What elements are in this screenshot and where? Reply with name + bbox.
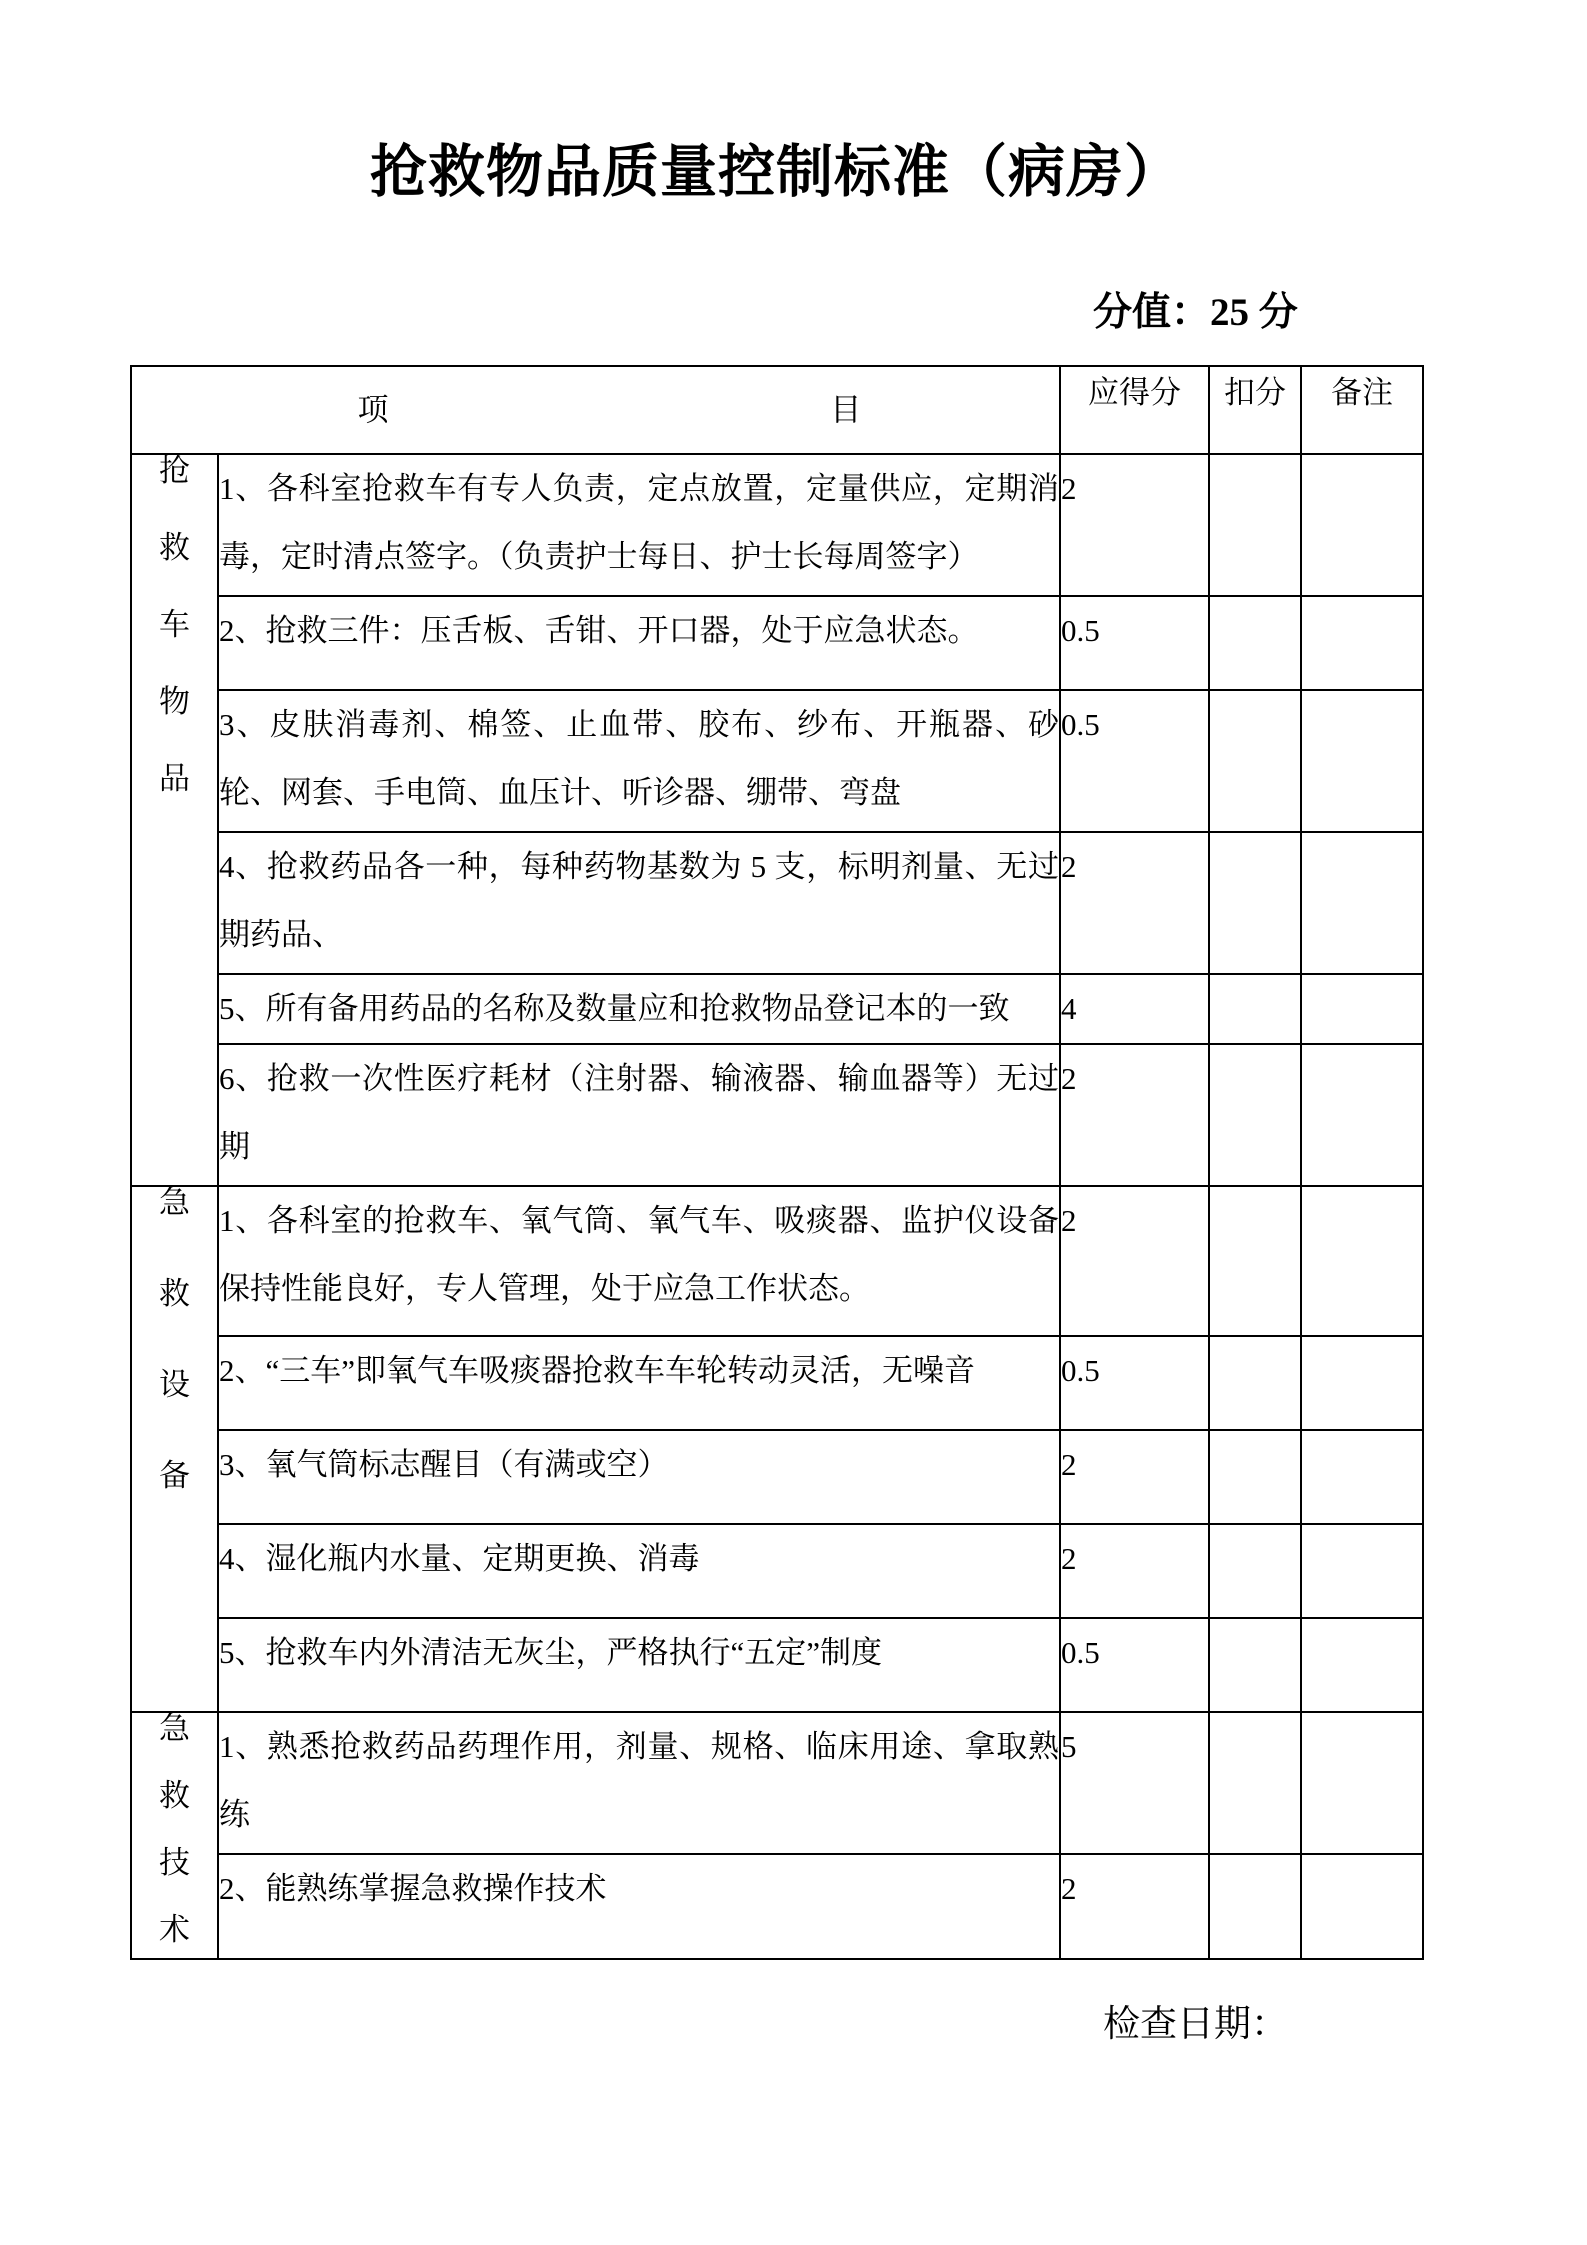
remarks-cell — [1301, 1430, 1423, 1524]
score-cell: 2 — [1060, 1854, 1209, 1959]
remarks-cell — [1301, 832, 1423, 974]
remarks-cell — [1301, 1712, 1423, 1854]
score-cell: 2 — [1060, 832, 1209, 974]
item-cell: 1、各科室的抢救车、氧气筒、氧气车、吸痰器、监护仪设备保持性能良好，专人管理，处于应急工作状态。 — [218, 1186, 1060, 1336]
item-cell: 4、抢救药品各一种，每种药物基数为 5 支，标明剂量、无过期药品、 — [218, 832, 1060, 974]
header-remarks: 备注 — [1301, 366, 1423, 454]
table-row — [131, 832, 1423, 974]
category-char: 技 — [159, 1845, 190, 1880]
deduction-cell — [1209, 596, 1301, 690]
category-char: 急 — [159, 1185, 190, 1220]
item-cell: 2、抢救三件：压舌板、舌钳、开口器，处于应急状态。 — [218, 596, 1060, 690]
item-cell: 4、湿化瓶内水量、定期更换、消毒 — [218, 1524, 1060, 1618]
category-char: 急 — [159, 1711, 190, 1746]
deduction-cell — [1209, 454, 1301, 596]
remarks-cell — [1301, 596, 1423, 690]
header-score: 应得分 — [1060, 366, 1209, 454]
table-row — [131, 1186, 1423, 1336]
table-row — [131, 1524, 1423, 1618]
remarks-cell — [1301, 454, 1423, 596]
item-cell: 3、氧气筒标志醒目（有满或空） — [218, 1430, 1060, 1524]
category-char: 抢 — [159, 453, 190, 488]
item-cell: 5、所有备用药品的名称及数量应和抢救物品登记本的一致 — [218, 974, 1060, 1044]
table-header-row — [131, 366, 1423, 454]
deduction-cell — [1209, 1430, 1301, 1524]
score-cell: 2 — [1060, 1044, 1209, 1186]
table-row — [131, 1336, 1423, 1430]
deduction-cell — [1209, 1524, 1301, 1618]
remarks-cell — [1301, 1618, 1423, 1712]
score-cell: 0.5 — [1060, 1336, 1209, 1430]
remarks-cell — [1301, 690, 1423, 832]
remarks-cell — [1301, 1044, 1423, 1186]
table-row — [131, 1854, 1423, 1959]
category-char: 设 — [159, 1367, 190, 1402]
page-title: 抢救物品质量控制标准（病房） — [370, 141, 1182, 204]
remarks-cell — [1301, 1336, 1423, 1430]
table-row — [131, 974, 1423, 1044]
score-cell: 2 — [1060, 454, 1209, 596]
category-char: 救 — [159, 530, 190, 565]
score-cell: 0.5 — [1060, 690, 1209, 832]
header-item-left: 项 — [357, 392, 389, 428]
item-cell: 1、各科室抢救车有专人负责，定点放置，定量供应，定期消毒，定时清点签字。（负责护士每日、护士长每周签字） — [218, 454, 1060, 596]
remarks-cell — [1301, 974, 1423, 1044]
category-cell-first-aid-skills — [131, 1712, 218, 1959]
category-char: 救 — [159, 1778, 190, 1813]
deduction-cell — [1209, 1618, 1301, 1712]
item-cell: 2、能熟练掌握急救操作技术 — [218, 1854, 1060, 1959]
score-cell: 5 — [1060, 1712, 1209, 1854]
table-row — [131, 1712, 1423, 1854]
category-char: 备 — [159, 1458, 190, 1493]
header-item-right: 目 — [830, 392, 862, 428]
deduction-cell — [1209, 832, 1301, 974]
category-char: 物 — [159, 684, 190, 719]
score-cell: 4 — [1060, 974, 1209, 1044]
category-char: 救 — [159, 1276, 190, 1311]
category-cell-emergency-equipment — [131, 1186, 218, 1712]
score-note: 分值：25 分 — [1093, 291, 1298, 334]
deduction-cell — [1209, 974, 1301, 1044]
item-cell: 6、抢救一次性医疗耗材（注射器、输液器、输血器等）无过期 — [218, 1044, 1060, 1186]
header-deduction: 扣分 — [1209, 366, 1301, 454]
deduction-cell — [1209, 1854, 1301, 1959]
table-row — [131, 454, 1423, 596]
table-row — [131, 1430, 1423, 1524]
deduction-cell — [1209, 1186, 1301, 1336]
remarks-cell — [1301, 1186, 1423, 1336]
table-row — [131, 596, 1423, 690]
score-cell: 0.5 — [1060, 596, 1209, 690]
category-char: 术 — [159, 1912, 190, 1947]
header-item-cell — [131, 366, 1060, 454]
table-row — [131, 690, 1423, 832]
item-cell: 1、熟悉抢救药品药理作用，剂量、规格、临床用途、拿取熟练 — [218, 1712, 1060, 1854]
qc-table — [130, 365, 1424, 1960]
deduction-cell — [1209, 1712, 1301, 1854]
score-cell: 2 — [1060, 1186, 1209, 1336]
remarks-cell — [1301, 1524, 1423, 1618]
category-char: 品 — [159, 761, 190, 796]
item-cell: 5、抢救车内外清洁无灰尘，严格执行“五定”制度 — [218, 1618, 1060, 1712]
inspection-date-label: 检查日期： — [1103, 2004, 1288, 2045]
table-row — [131, 1044, 1423, 1186]
category-char: 车 — [159, 607, 190, 642]
remarks-cell — [1301, 1854, 1423, 1959]
item-cell: 2、“三车”即氧气车吸痰器抢救车车轮转动灵活，无噪音 — [218, 1336, 1060, 1430]
deduction-cell — [1209, 1336, 1301, 1430]
deduction-cell — [1209, 1044, 1301, 1186]
category-cell-rescue-cart-items — [131, 454, 218, 1186]
table-row — [131, 1618, 1423, 1712]
deduction-cell — [1209, 690, 1301, 832]
score-cell: 0.5 — [1060, 1618, 1209, 1712]
item-cell: 3、皮肤消毒剂、棉签、止血带、胶布、纱布、开瓶器、砂轮、网套、手电筒、血压计、听诊器、绷带、弯盘 — [218, 690, 1060, 832]
score-cell: 2 — [1060, 1524, 1209, 1618]
score-cell: 2 — [1060, 1430, 1209, 1524]
